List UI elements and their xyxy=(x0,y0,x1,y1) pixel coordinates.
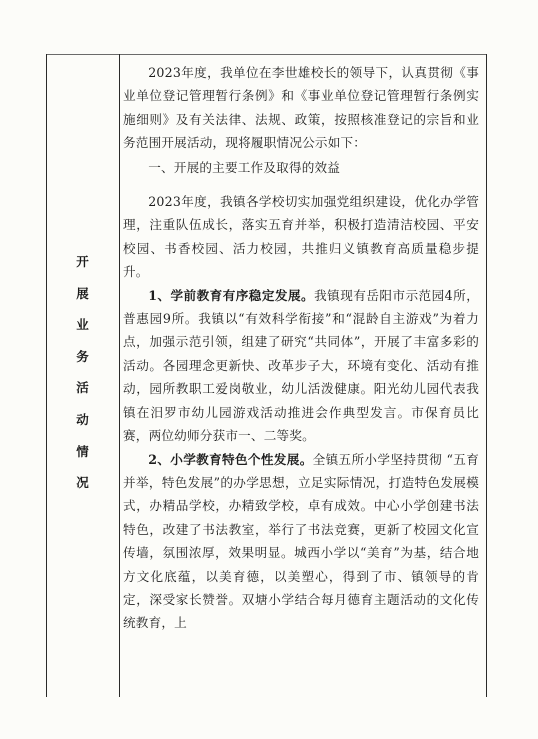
row-label-business-activities xyxy=(46,255,119,508)
label-char: 活 xyxy=(76,380,89,396)
label-char: 况 xyxy=(76,475,89,491)
primary-paragraph xyxy=(123,448,479,635)
preschool-body: 我镇现有岳阳市示范园4所，普惠园9所。我镇以“有效科学衔接”和“混龄自主游戏”为着力点，加强示范引领，组建了研究“共同体”，开展了丰富多彩的活动。各园理念更新快、改革步子大，环境有变化、活动有推动，园所教职工爱岗敬业，幼儿活泼健康。阳光幼儿园代表我镇在汨罗市幼儿园游戏活动推进会作典型发言。市保育员比赛，两位幼师分获市一、二等奖。 xyxy=(123,287,479,444)
preschool-title: 1、学前教育有序稳定发展。 xyxy=(148,287,315,303)
primary-title: 2、小学教育特色个性发展。 xyxy=(148,451,313,467)
primary-body: 全镇五所小学坚持贯彻 “五育并举，特色发展”的办学思想，立足实际情况，打造特色发展模式，办精品学校，办精致学校，卓有成效。中心小学创建书法特色，改建了书法教室，举行了书法竞赛，更新了校园文化宣传墙，氛围浓厚，效果明显。城西小学以“美育”为基，结合地方文化底蕴，以美育德，以美塑心，得到了市、镇领导的肯定，深受家长赞誉。双塘小学结合每月德育主题活动的文化传统教育，上 xyxy=(123,451,479,631)
label-char: 业 xyxy=(76,317,89,333)
preschool-paragraph xyxy=(123,284,479,448)
label-char: 开 xyxy=(76,254,89,269)
overview-paragraph: 2023年度，我镇各学校切实加强党组织建设，优化办学管理，注重队伍成长，落实五育并举，积极打造清洁校园、平安校园、书香校园、活力校园，共推归义镇教育高质量稳步提升。 xyxy=(123,194,479,280)
label-char: 务 xyxy=(76,348,89,364)
section-heading: 一、开展的主要工作及取得的效益 xyxy=(148,159,341,175)
intro-paragraph: 2023年度，我单位在李世雄校长的领导下，认真贯彻《事业单位登记管理暂行条例》和《事业单位登记管理暂行条例实施细则》及有关法律、法规、政策，按照核准登记的宗旨和业务范围开展活动，现将履职情况公示如下： xyxy=(123,65,479,151)
label-char: 动 xyxy=(76,411,89,427)
label-char: 情 xyxy=(76,443,89,459)
column-divider xyxy=(119,54,120,697)
label-char: 展 xyxy=(76,285,89,301)
activity-content xyxy=(123,61,479,635)
